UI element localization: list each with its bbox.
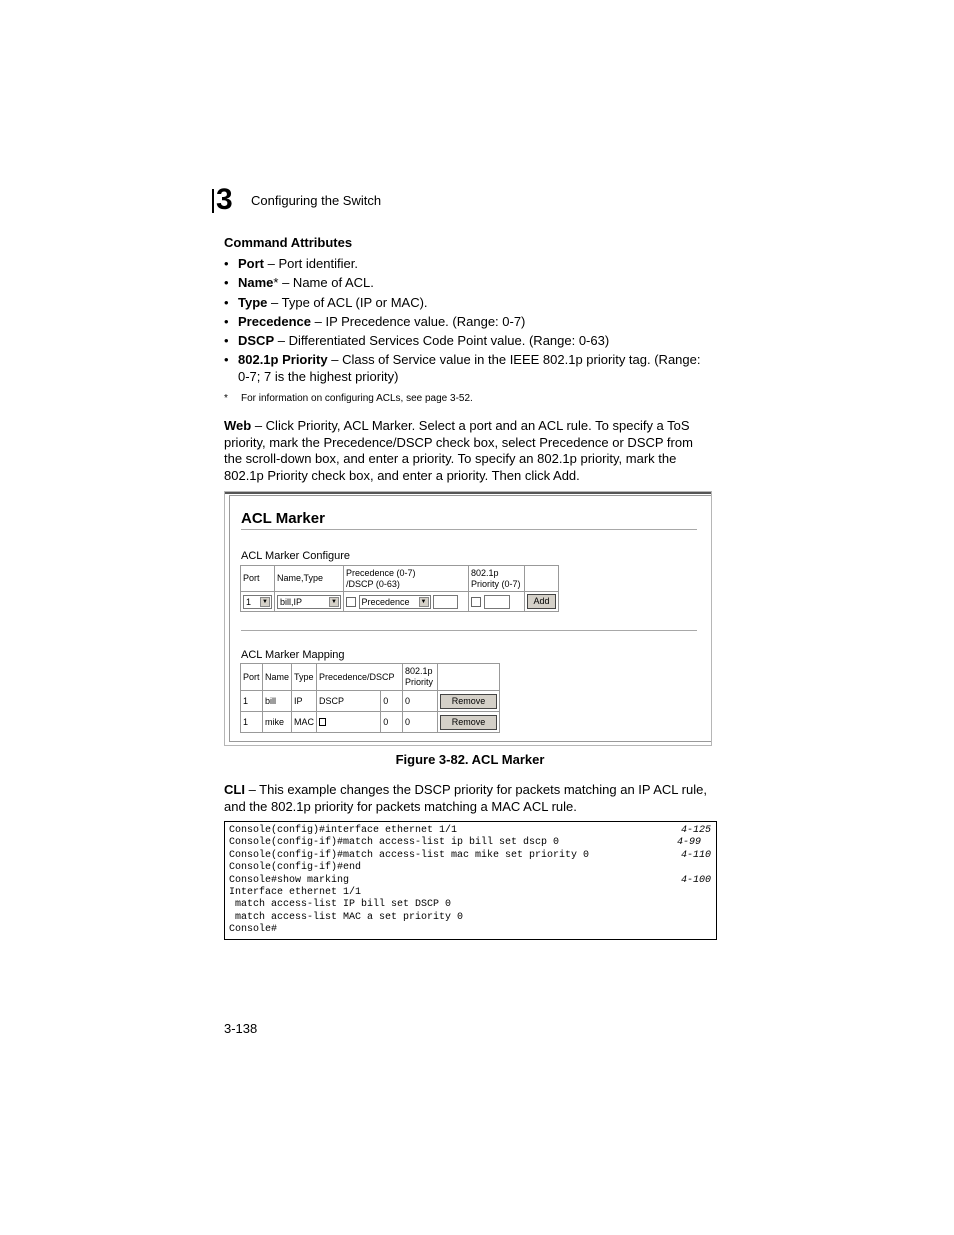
col-priority: 802.1p Priority xyxy=(403,664,438,691)
table-row xyxy=(241,712,500,733)
priority-value-input[interactable] xyxy=(484,595,510,609)
footnote: * For information on configuring ACLs, see page 3-52. xyxy=(224,393,473,404)
table-row xyxy=(241,691,500,712)
col-action xyxy=(525,566,559,592)
web-instructions: Web – Click Priority, ACL Marker. Select a port and an ACL rule. To specify a ToS priority, mark the Precedence/DSCP check box, select Precedence or DSCP from the scroll-down box, and enter a priority. To specify an 802.1p priority, mark the 802.1p Priority check box, and enter a priority. Then click Add. xyxy=(224,418,693,483)
mapping-heading: ACL Marker Mapping xyxy=(241,649,345,661)
chapter-title: Configuring the Switch xyxy=(251,193,382,208)
frame-top-bar xyxy=(225,492,711,494)
precedence-dscp-select[interactable]: Precedence ▼ xyxy=(359,595,431,609)
frame-inner xyxy=(229,495,711,742)
attribute-item: • 802.1p Priority – Class of Service value in the IEEE 802.1p priority tag. (Range: 0-7; 7 is the highest priority) xyxy=(224,352,701,385)
row-action xyxy=(438,712,500,733)
code-line: Interface ethernet 1/1 xyxy=(229,886,362,898)
chevron-down-icon: ▼ xyxy=(329,597,339,607)
add-button[interactable]: Add xyxy=(527,594,556,609)
attribute-list xyxy=(224,255,704,388)
port-select[interactable]: 1 ▼ xyxy=(243,595,272,609)
col-port: Port xyxy=(241,664,263,691)
attribute-item: • Port – Port identifier. xyxy=(224,256,358,271)
code-line: Console(config-if)#match access-list mac mike set priority 0 4-110 xyxy=(229,849,711,861)
row-value: 0 xyxy=(381,691,403,712)
col-type: Type xyxy=(292,664,317,691)
divider xyxy=(241,529,697,530)
precedence-value-input[interactable] xyxy=(433,595,458,609)
chevron-down-icon: ▼ xyxy=(419,597,429,607)
cli-description: CLI – This example changes the DSCP priority for packets matching an IP ACL rule, and the 802.1p priority for packets matching a MAC ACL rule. xyxy=(224,782,707,814)
col-name-type: Name,Type xyxy=(275,566,344,592)
code-line: Console# xyxy=(229,924,278,936)
row-action xyxy=(438,691,500,712)
code-line: Console#show marking 4-100 xyxy=(229,874,711,886)
col-name: Name xyxy=(263,664,292,691)
col-priority: 802.1p Priority (0-7) xyxy=(469,566,525,592)
row-name: mike xyxy=(263,712,292,733)
mapping-table xyxy=(240,663,500,733)
code-line: match access-list IP bill set DSCP 0 xyxy=(229,899,452,911)
acl-marker-screenshot xyxy=(224,491,712,746)
col-action xyxy=(438,664,500,691)
attribute-item: • Type – Type of ACL (IP or MAC). xyxy=(224,294,428,310)
name-cell xyxy=(275,592,344,612)
configure-heading: ACL Marker Configure xyxy=(241,550,351,562)
empty-box-glyph xyxy=(319,718,326,726)
port-cell xyxy=(241,592,275,612)
code-line: Console(config-if)#match access-list ip bill set dscp 0 4-99 xyxy=(229,837,701,849)
col-port: Port xyxy=(241,566,275,592)
code-line: Console(config)#interface ethernet 1/1 4-125 xyxy=(229,825,711,836)
configure-table xyxy=(240,565,559,612)
col-precedence: Precedence (0-7) /DSCP (0-63) xyxy=(344,566,469,592)
page-title: ACL Marker xyxy=(241,510,325,527)
add-cell xyxy=(525,592,559,612)
chapter-number: 3 xyxy=(216,183,233,216)
row-type: MAC xyxy=(292,712,317,733)
cli-code-block xyxy=(224,821,717,940)
row-prec-dscp: DSCP xyxy=(317,691,381,712)
divider xyxy=(241,630,697,631)
priority-checkbox[interactable] xyxy=(471,597,481,607)
row-prec-dscp xyxy=(317,712,381,733)
priority-cell xyxy=(469,592,525,612)
code-line: Console(config-if)#end xyxy=(229,862,362,874)
attribute-item: • Precedence – IP Precedence value. (Range: 0-7) xyxy=(224,313,526,329)
remove-button[interactable]: Remove xyxy=(440,694,497,709)
chevron-down-icon: ▼ xyxy=(260,597,270,607)
page-number: 3-138 xyxy=(224,1021,258,1036)
code-line: match access-list MAC a set priority 0 xyxy=(229,911,464,923)
precedence-cell xyxy=(344,592,469,612)
row-name: bill xyxy=(263,691,292,712)
remove-button[interactable]: Remove xyxy=(440,715,497,730)
col-precedence-dscp: Precedence/DSCP xyxy=(317,664,403,691)
row-type: IP xyxy=(292,691,317,712)
acl-name-select[interactable]: bill,IP ▼ xyxy=(277,595,341,609)
row-value: 0 xyxy=(381,712,403,733)
row-priority: 0 xyxy=(403,712,438,733)
row-priority: 0 xyxy=(403,691,438,712)
command-attributes-heading: Command Attributes xyxy=(224,235,353,250)
attribute-item: • DSCP – Differentiated Services Code Point value. (Range: 0-63) xyxy=(224,333,610,349)
attribute-item: • Name* – Name of ACL. xyxy=(224,275,374,291)
precedence-dscp-checkbox[interactable] xyxy=(346,597,356,607)
figure-caption: Figure 3-82. ACL Marker xyxy=(395,752,545,767)
row-port: 1 xyxy=(241,691,263,712)
row-port: 1 xyxy=(241,712,263,733)
